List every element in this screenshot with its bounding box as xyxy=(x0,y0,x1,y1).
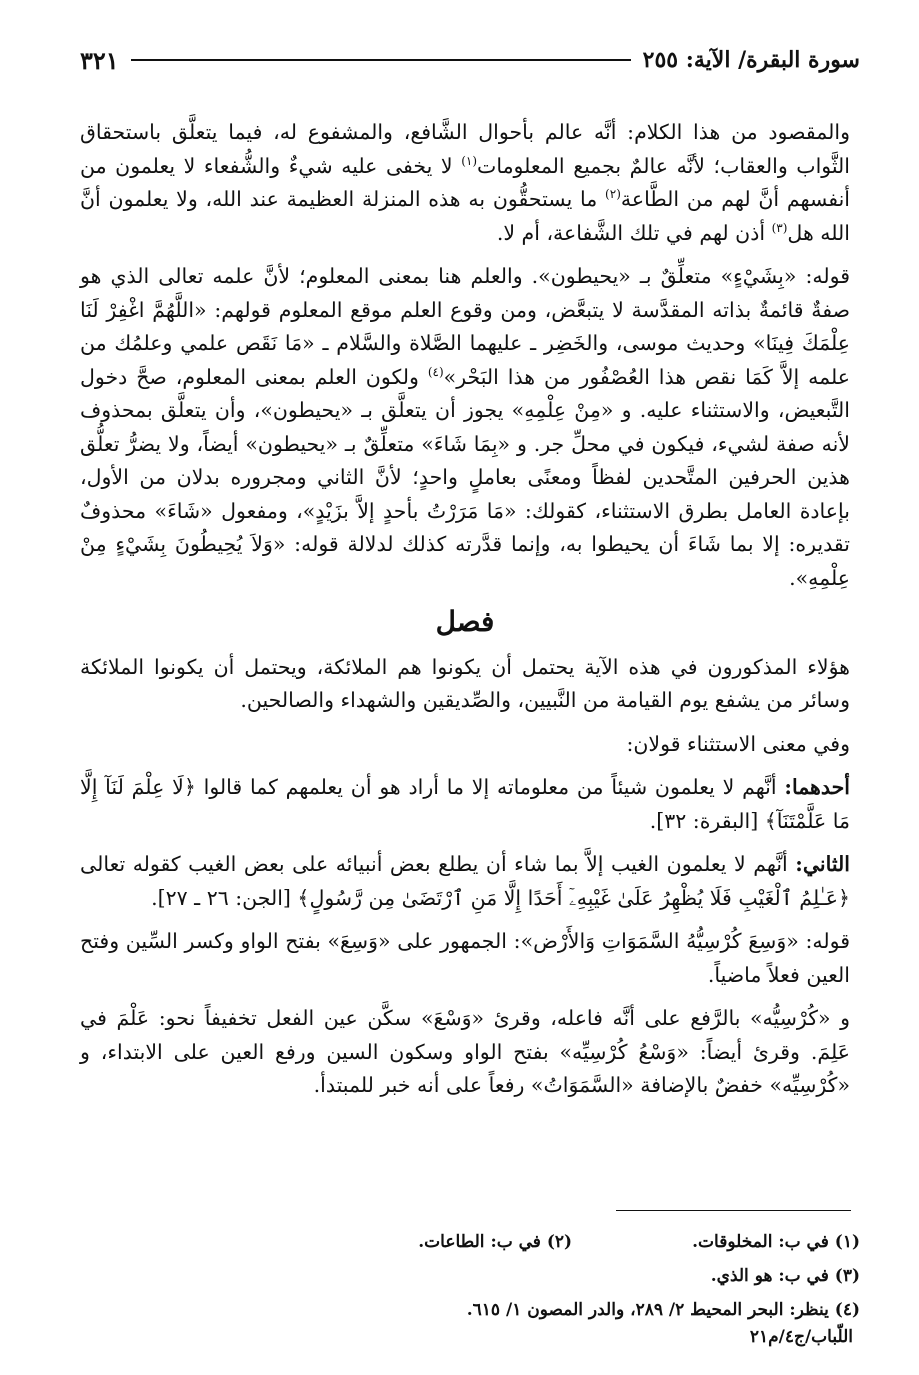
paragraph-1 xyxy=(80,116,850,250)
footnote-ref-4: (٤) xyxy=(427,364,444,379)
running-header xyxy=(80,40,860,80)
footnote-divider xyxy=(616,1210,851,1211)
section-heading: فصل xyxy=(435,605,495,638)
footnote-3: (٣) في ب: هو الذي. xyxy=(710,1266,860,1286)
paragraph-3: هؤلاء المذكورون في هذه الآية يحتمل أن يكونوا هم الملائكة، ويحتمل أن يكونوا الملائكة وسائر من يشفع يوم القيامة من النَّبيين، والصِّديقين والشهداء والصالحين. xyxy=(80,654,850,712)
footnote-ref-2: (٢) xyxy=(605,187,621,202)
paragraph-2-part-a: قوله: «بِشَيْءٍ» متعلِّقٌ بـ «يحيطون». والعلم هنا بمعنى المعلوم؛ لأنَّ علمه تعالى الذي هو صفةٌ قائمةٌ بذاته المقدَّسة لا يتبعَّض، ومن وقوع العلم موقع المعلوم قولهم: «اللَّهُمَّ اغْفِرْ لَنَا عِلْمَكَ فِينَا» وحديث موسى، والخَضِر ـ عليهما الصَّلاة والسَّلام ـ «مَا نَقَص علمي وعلمُك من علمه إلاَّ كَمَا نقص هذا العُصْفُور من هذا البَحْر» xyxy=(80,264,850,389)
paragraph-1-part-d: أذن لهم في تلك الشَّفاعة، أم لا. xyxy=(496,220,772,245)
footnote-ref-3: (٣) xyxy=(771,220,788,235)
paragraph-5 xyxy=(80,771,850,838)
footnote-ref-1: (١) xyxy=(461,153,478,168)
paragraph-2-part-b: ولكون العلم بمعنى المعلوم، صحَّ دخول التَّبعيض، والاستثناء عليه. و «مِنْ عِلْمِهِ» يجوز أن يتعلَّق بـ «يحيطون»، وأن يتعلَّق بمحذوف لأنه صفة لشيء، فيكون في محلِّ جر. و «بِمَا شَاءَ» متعلِّقٌ بـ «يحيطون» أيضاً، ولا يضرُّ تعلُّق هذين الحرفين المتَّحدين لفظاً ومعنًى بعاملٍ واحدٍ؛ لأنَّ الثاني ومجروره بدلان من الأول، بإعادة العامل بطرق الاستثناء، كقولك: «مَا مَرَرْتُ بأحدٍ إلاَّ بزَيْدٍ»، ومفعول «شَاءَ» محذوفٌ تقديره: إلا بما شَاءَ أن يحيطوا به، وإنما قدَّرته كذلك لدلالة قوله: «وَلاَ يُحِيطُونَ بِشَيْءٍ مِنْ عِلْمِهِ». xyxy=(80,364,850,590)
first-opinion-text: أنَّهم لا يعلمون شيئاً من معلوماته إلا ما أراد هو أن يعلمهم كما قالوا ﴿لَا عِلْمَ لَنَآ إِلَّا مَا عَلَّمْتَنَآ﴾ [البقرة: ٣٢]. xyxy=(80,775,850,833)
footer-signature: اللّباب/ج٤/م٢١ xyxy=(749,1327,853,1347)
paragraph-4: وفي معنى الاستثناء قولان: xyxy=(626,731,850,756)
paragraph-7: قوله: «وَسِعَ كُرْسِيُّهُ السَّمَوَاتِ وَالأَرْض»: الجمهور على «وَسِعَ» بفتح الواو وكسر السِّين وفتح العين فعلاً ماضياً. xyxy=(80,929,850,987)
footnote-row-1 xyxy=(80,1225,860,1259)
footnote-2: (٢) في ب: الطاعات. xyxy=(418,1232,573,1252)
first-opinion-label: أحدهما: xyxy=(784,775,850,799)
paragraph-1-part-b: لا يخفى عليه شيءٌ والشُّفعاء لا يعلمون من أنفسهم أنَّ لهم من الطَّاعة xyxy=(80,153,850,211)
header-surah-title: سورة البقرة/ الآية: ٢٥٥ xyxy=(642,47,860,73)
footnote-1: (١) في ب: المخلوقات. xyxy=(692,1232,860,1252)
paragraph-1-part-a: والمقصود من هذا الكلام: أنَّه عالم بأحوال الشَّافع، والمشفوع له، فيما يتعلَّق باستحقاق الثَّواب والعقاب؛ لأنَّه عالمٌ بجميع المعلومات xyxy=(80,120,850,178)
footnotes xyxy=(80,1225,860,1327)
paragraph-8: و «كُرْسِيُّه» بالرَّفع على أنَّه فاعله، وقرئ «وَسْعَ» سكَّن عين الفعل تخفيفاً نحو: عَلْمَ في عَلِمَ. وقرئ أيضاً: «وَسْعُ كُرْسِيِّه» بفتح الواو وسكون السين ورفع العين على الابتداء، و «كُرْسِيِّه» خفضٌ بالإضافة «السَّمَوَاتُ» رفعاً على أنه خبر للمبتدأ. xyxy=(80,1006,850,1097)
paragraph-2 xyxy=(80,260,850,595)
second-opinion-text: أنَّهم لا يعلمون الغيب إلاَّ بما شاء أن يطلع بعض أنبيائه على بعض الغيب كقوله تعالى ﴿عَـٰلِمُ ٱلْغَيْبِ فَلَا يُظْهِرُ عَلَىٰ غَيْبِهِۦٓ أَحَدًا إِلَّا مَنِ ٱرْتَضَىٰ مِن رَّسُولٍ﴾ [الجن: ٢٦ ـ ٢٧]. xyxy=(80,852,850,910)
page-number: ٣٢١ xyxy=(80,45,119,75)
main-text xyxy=(80,116,850,1113)
footnote-4: (٤) ينظر: البحر المحيط ٢/ ٢٨٩، والدر المصون ١/ ٦١٥. xyxy=(466,1300,860,1320)
header-rule xyxy=(131,59,631,61)
paragraph-1-part-c: ما يستحقُّون به هذه المنزلة العظيمة عند الله، ولا يعلمون أنَّ الله هل xyxy=(80,187,850,245)
paragraph-6 xyxy=(80,848,850,915)
second-opinion-label: الثاني: xyxy=(795,852,850,876)
